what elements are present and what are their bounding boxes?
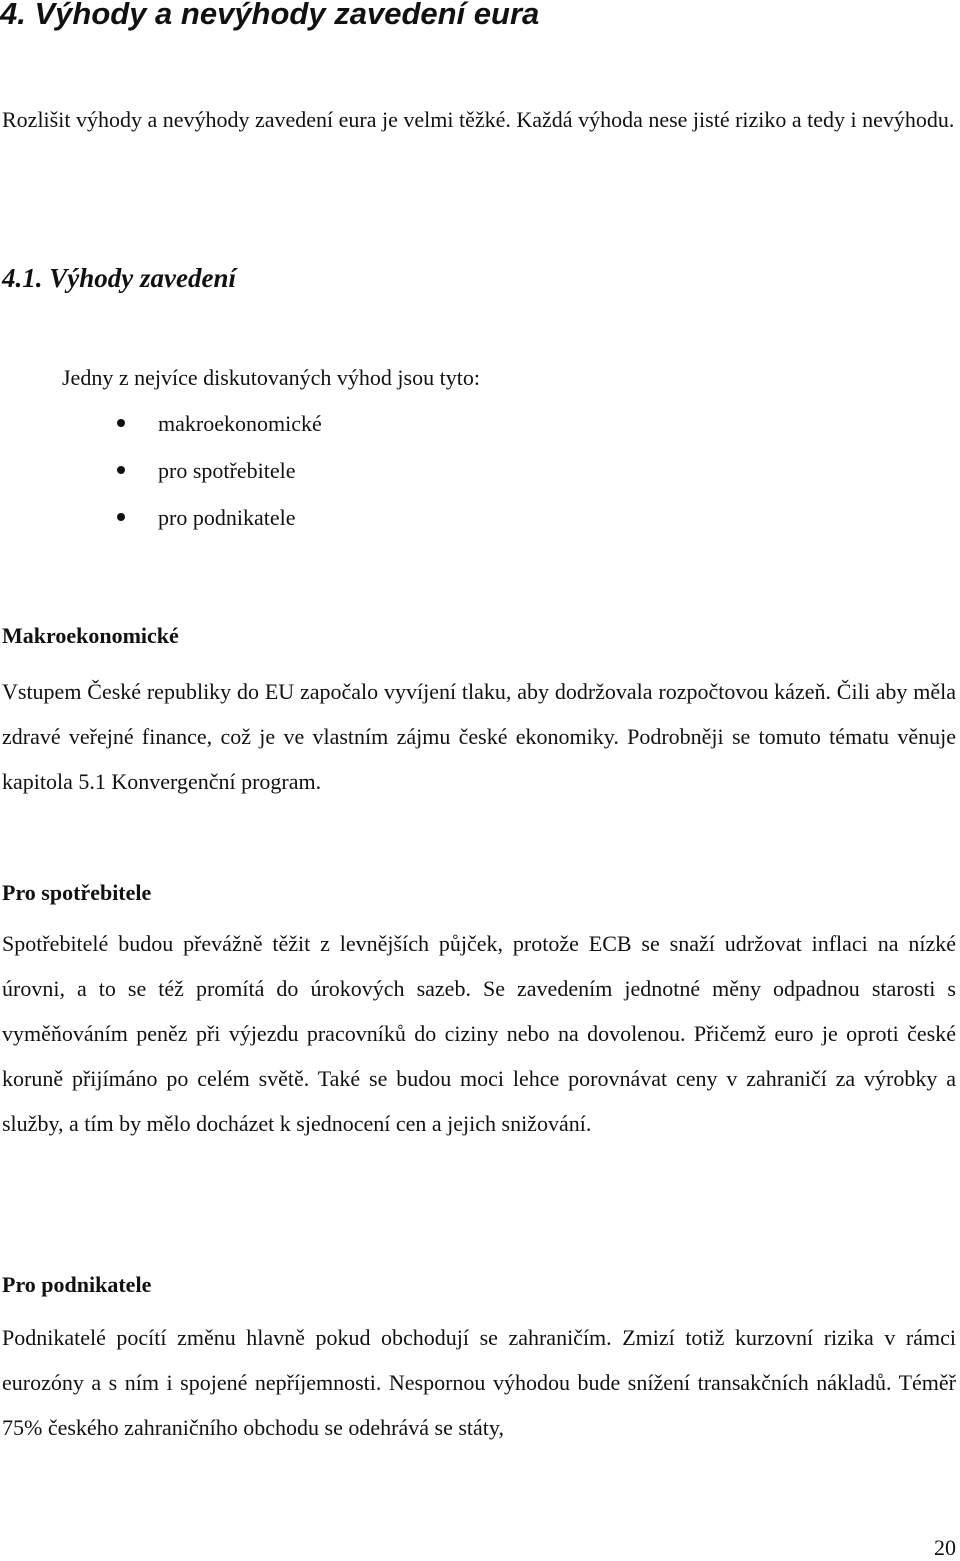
bullet-icon	[117, 513, 125, 521]
subsection-title: 4.1. Výhody zavedení	[2, 263, 236, 293]
list-intro: Jedny z nejvíce diskutovaných výhod jsou tyto:	[62, 365, 480, 390]
heading-spotrebitele: Pro spotřebitele	[2, 880, 152, 905]
list-item-label: pro spotřebitele	[158, 458, 296, 483]
list-item-label: pro podnikatele	[158, 505, 296, 530]
heading-makroekonomicke: Makroekonomické	[2, 623, 179, 648]
heading-podnikatele: Pro podnikatele	[2, 1272, 152, 1297]
intro-paragraph: Rozlišit výhody a nevýhody zavedení eura je velmi těžké. Každá výhoda nese jisté riziko a tedy i nevýhodu.	[2, 107, 955, 132]
bullet-icon	[117, 466, 125, 474]
paragraph-podnikatele: Podnikatelé pocítí změnu hlavně pokud obchodují se zahraničím. Zmizí totiž kurzovní rizika v rámci eurozóny a s ním i spojené nepříjemnosti. Nespornou výhodou bude snížení transakčních nákladů. Téměř 75% českého zahraničního obchodu se odehrává se státy,	[2, 1325, 956, 1440]
bullet-icon	[117, 419, 125, 427]
list-item-label: makroekonomické	[158, 411, 322, 436]
paragraph-spotrebitele: Spotřebitelé budou převážně těžit z levnějších půjček, protože ECB se snaží udržovat inflaci na nízké úrovni, a to se též promítá do úrokových sazeb. Se zavedením jednotné měny odpadnou starosti s vyměňováním peněz při výjezdu pracovníků do ciziny nebo na dovolenou. Přičemž euro je oproti české koruně přijímáno po celém světě. Také se budou moci lehce porovnávat ceny v zahraničí za výrobky a služby, a tím by mělo docházet k sjednocení cen a jejich snižování.	[2, 931, 956, 1136]
paragraph-makroekonomicke: Vstupem České republiky do EU započalo vyvíjení tlaku, aby dodržovala rozpočtovou kázeň. Čili aby měla zdravé veřejné finance, což je ve vlastním zájmu české ekonomiky. Podrobněji se tomuto tématu věnuje kapitola 5.1 Konvergenční program.	[2, 679, 956, 794]
page-number: 20	[934, 1535, 956, 1560]
chapter-title: 4. Výhody a nevýhody zavedení eura	[0, 0, 540, 31]
